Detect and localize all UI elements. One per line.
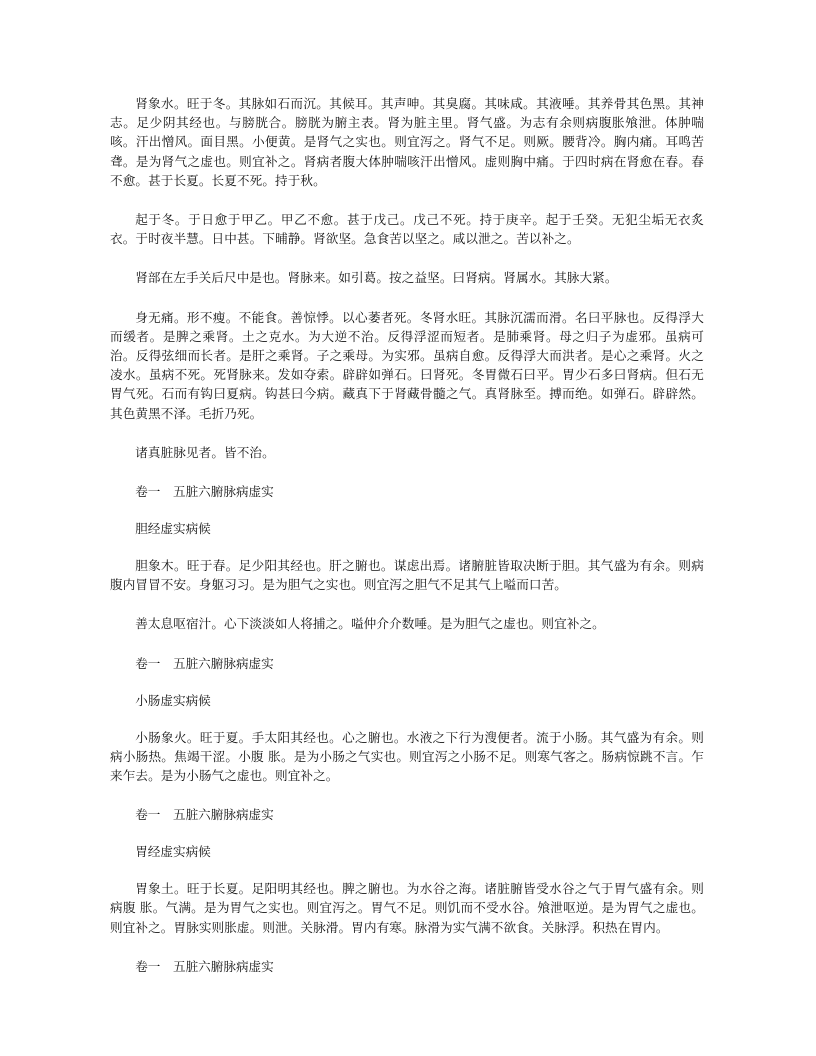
paragraph-stomach: 胃象土。旺于长夏。足阳明其经也。脾之腑也。为水谷之海。诸脏腑皆受水谷之气于胃气盛有余。则病腹 胀。气满。是为胃气之实也。则宜泻之。胃气不足。则饥而不受水谷。飧泄呕逆。是为胃气之虚也。则宜补之。胃脉实则胀虚。则泄。关脉滑。胃内有寒。脉滑为实气满不欲食。关脉浮。积热在胃内。 — [110, 881, 704, 935]
section-title-gallbladder: 胆经虚实病候 — [135, 521, 211, 537]
chapter-heading: 卷一 五脏六腑脉病虚实 — [135, 958, 274, 974]
paragraph-kidney-timing: 起于冬。于日愈于甲乙。甲乙不愈。甚于戊己。戊己不死。持于庚辛。起于壬癸。无犯尘垢无衣炙衣。于时夜半慧。日中甚。下晡静。肾欲坚。急食苦以坚之。咸以泄之。苦以补之。 — [110, 212, 704, 247]
chapter-heading: 卷一 五脏六腑脉病虚实 — [135, 484, 274, 500]
paragraph-true-visceral-pulse: 诸真脏脉见者。皆不治。 — [135, 444, 275, 460]
paragraph-gallbladder-deficiency: 善太息呕宿汁。心下淡淡如人将捕之。嗌仲介介数唾。是为胆气之虚也。则宜补之。 — [135, 616, 605, 632]
document-page — [110, 94, 704, 994]
paragraph-gallbladder-overview: 胆象木。旺于春。足少阳其经也。肝之腑也。谋虑出焉。诸腑脏皆取决断于胆。其气盛为有余。则病腹内冒冒不安。身躯习习。是为胆气之实也。则宜泻之胆气不足其气上嗌而口苦。 — [110, 558, 704, 593]
paragraph-kidney-pulse-diagnosis: 身无痛。形不瘦。不能食。善惊悸。以心萎者死。冬肾水旺。其脉沉濡而滑。名曰平脉也。反得浮大而缓者。是脾之乘肾。土之克水。为大逆不治。反得浮涩而短者。是肺乘肾。母之归子为虚邪。虽病可治。反得弦细而长者。是肝之乘肾。子之乘母。为实邪。虽病自愈。反得浮大而洪者。是心之乘肾。火之凌水。虽病不死。死肾脉来。发如夺索。辟辟如弹石。曰肾死。冬胃微石曰平。胃少石多曰肾病。但石无胃气死。石而有钩曰夏病。钩甚曰今病。藏真下于肾藏骨髓之气。真肾脉至。搏而绝。如弹石。辟辟然。其色黄黑不泽。毛折乃死。 — [110, 309, 704, 421]
paragraph-kidney-pulse-location: 肾部在左手关后尺中是也。肾脉来。如引葛。按之益坚。曰肾病。肾属水。其脉大紧。 — [135, 270, 618, 286]
paragraph-small-intestine: 小肠象火。旺于夏。手太阳其经也。心之腑也。水液之下行为溲便者。流于小肠。其气盛为有余。则病小肠热。焦竭干涩。小腹 胀。是为小肠之气实也。则宜泻之小肠不足。则寒气客之。肠病惊跳不言。乍来乍去。是为小肠气之虚也。则宜补之。 — [110, 729, 704, 784]
chapter-heading: 卷一 五脏六腑脉病虚实 — [135, 807, 274, 823]
section-title-stomach: 胃经虚实病候 — [135, 844, 211, 860]
section-title-small-intestine: 小肠虚实病候 — [135, 692, 211, 708]
paragraph-kidney-overview: 肾象水。旺于冬。其脉如石而沉。其候耳。其声呻。其臭腐。其味咸。其液唾。其养骨其色黑。其神志。足少阴其经也。与膀胱合。膀胱为腑主表。肾为脏主里。肾气盛。为志有余则病腹胀飧泄。体肿喘咳。汗出憎风。面目黑。小便黄。是肾气之实也。则宜泻之。肾气不足。则厥。腰背冷。胸内痛。耳鸣苦聋。是为肾气之虚也。则宜补之。肾病者腹大体肿喘咳汗出憎风。虚则胸中痛。于四时病在肾愈在春。春不愈。甚于长夏。长夏不死。持于秋。 — [110, 96, 704, 188]
chapter-heading: 卷一 五脏六腑脉病虚实 — [135, 655, 274, 671]
